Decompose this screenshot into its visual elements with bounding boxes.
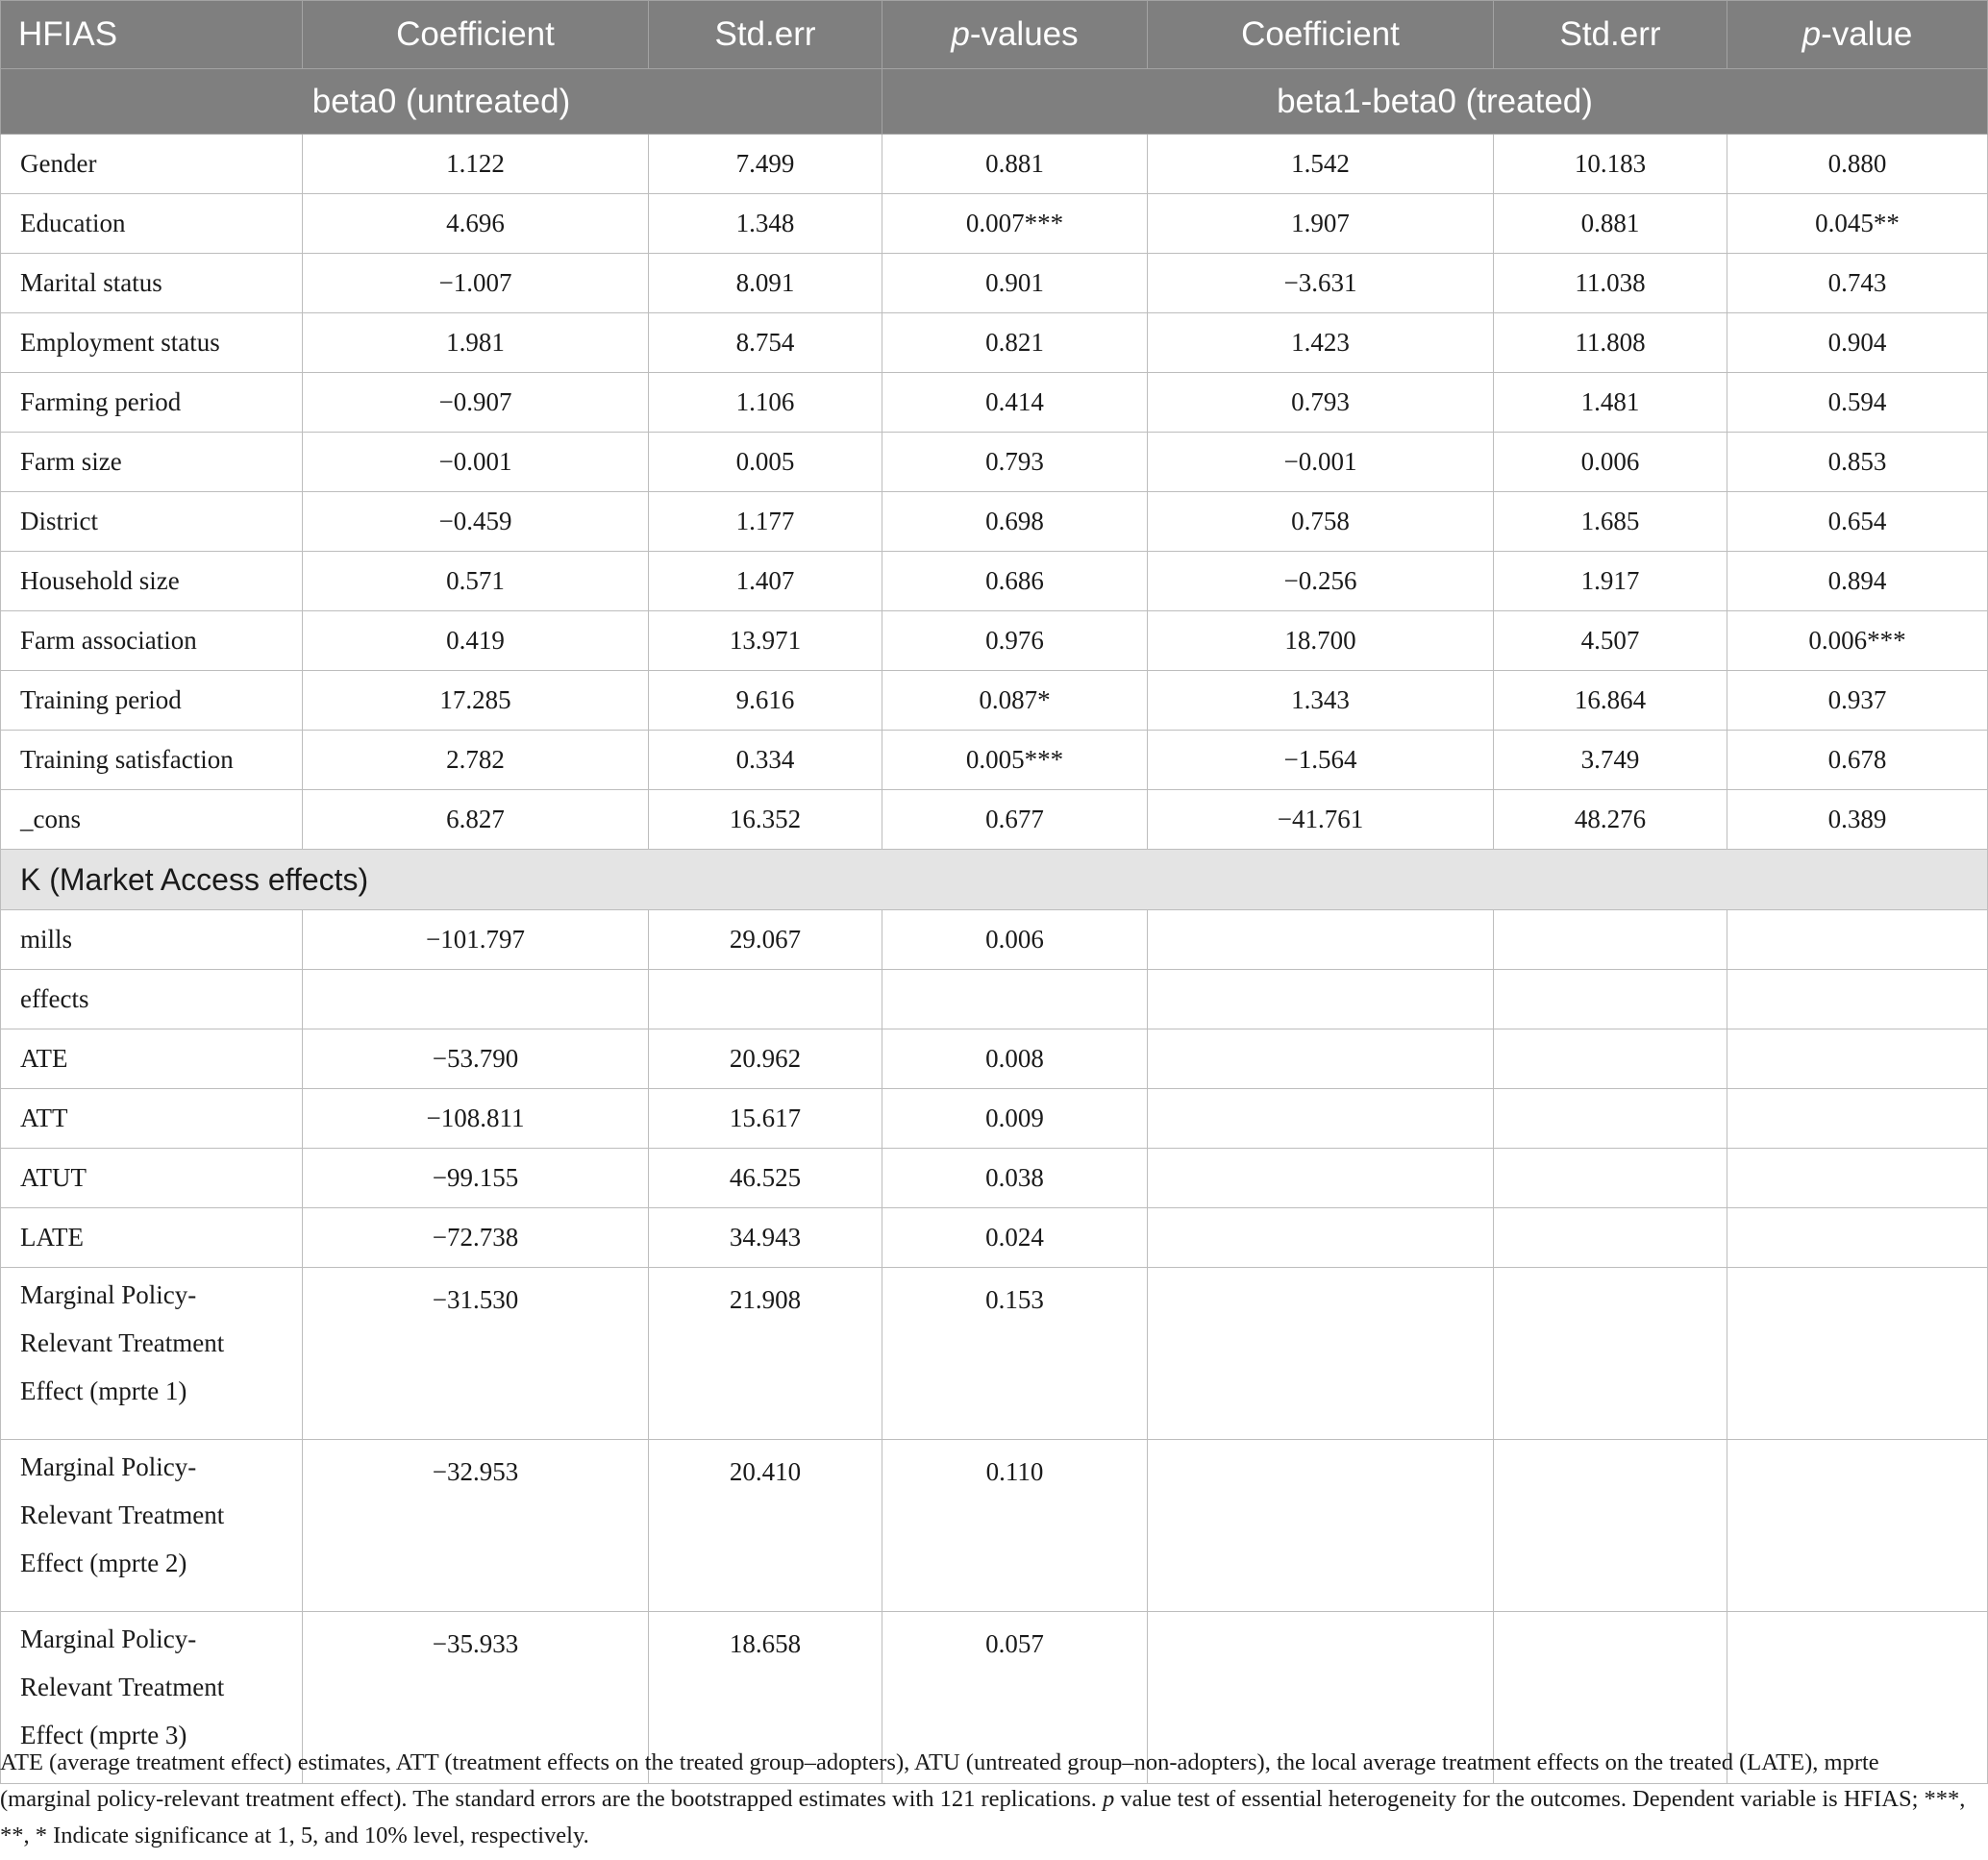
value-cell: 0.007*** <box>882 194 1148 254</box>
row-label-line: Marginal Policy- <box>20 1624 197 1653</box>
value-cell: 0.009 <box>882 1089 1148 1149</box>
value-cell: 0.005 <box>649 433 882 492</box>
table-row <box>1 313 1988 373</box>
value-cell: 46.525 <box>649 1149 882 1208</box>
value-cell: 0.038 <box>882 1149 1148 1208</box>
value-cell <box>1494 1440 1727 1612</box>
table-row <box>1 373 1988 433</box>
row-label-line: Effect (mprte 2) <box>20 1549 187 1577</box>
value-cell: 3.749 <box>1494 731 1727 790</box>
value-cell <box>1148 970 1494 1029</box>
value-cell: −3.631 <box>1148 254 1494 313</box>
value-cell: 0.110 <box>882 1440 1148 1612</box>
footnote-part1: ATE (average treatment effect) estimates, ATT (treatment effects on the treated group–adopters), ATU (untreated group–non-adopters), the local average treatment effects on the treated (LATE), mprte (marginal policy-relevant treatment effect). The standard errors are the bootstrapped estimates with 121 replications. <box>0 1749 1879 1812</box>
value-cell: 0.821 <box>882 313 1148 373</box>
row-label: LATE <box>1 1208 303 1268</box>
footnote-part2: value test of essential heterogeneity for the outcomes. Dependent variable is HFIAS; ***, **, * Indicate significance at 1, 5, and 10% level, respectively. <box>0 1786 1966 1848</box>
table-row <box>1 910 1988 970</box>
table-row <box>1 135 1988 194</box>
value-cell: 48.276 <box>1494 790 1727 850</box>
row-label-line: Relevant Treatment <box>20 1673 225 1701</box>
row-label-line: Relevant Treatment <box>20 1500 225 1529</box>
row-label: Training satisfaction <box>1 731 303 790</box>
value-cell: −32.953 <box>303 1440 649 1612</box>
value-cell <box>1148 910 1494 970</box>
table-row <box>1 433 1988 492</box>
value-cell: 0.006*** <box>1727 611 1988 671</box>
row-label: Household size <box>1 552 303 611</box>
value-cell: 10.183 <box>1494 135 1727 194</box>
table-row <box>1 1149 1988 1208</box>
value-cell: −35.933 <box>303 1612 649 1784</box>
value-cell: 0.793 <box>1148 373 1494 433</box>
table-row <box>1 1208 1988 1268</box>
value-cell <box>1148 1089 1494 1149</box>
value-cell <box>1148 1149 1494 1208</box>
table-row <box>1 1440 1988 1612</box>
value-cell <box>1727 910 1988 970</box>
value-cell: −0.907 <box>303 373 649 433</box>
row-label: mills <box>1 910 303 970</box>
value-cell: 0.389 <box>1727 790 1988 850</box>
value-cell <box>303 970 649 1029</box>
table-row <box>1 1268 1988 1440</box>
value-cell: 0.743 <box>1727 254 1988 313</box>
row-label <box>1 1268 303 1440</box>
table-row <box>1 790 1988 850</box>
row-label: Training period <box>1 671 303 731</box>
value-cell: 0.881 <box>882 135 1148 194</box>
value-cell: 0.057 <box>882 1612 1148 1784</box>
row-label-line: Effect (mprte 1) <box>20 1376 187 1405</box>
table-footnote <box>0 1745 1971 1854</box>
value-cell: 0.571 <box>303 552 649 611</box>
value-cell: 0.419 <box>303 611 649 671</box>
value-cell <box>1148 1268 1494 1440</box>
value-cell: 15.617 <box>649 1089 882 1149</box>
value-cell <box>1494 1149 1727 1208</box>
value-cell: 0.686 <box>882 552 1148 611</box>
value-cell: 1.542 <box>1148 135 1494 194</box>
row-label-line: Marginal Policy- <box>20 1452 197 1481</box>
value-cell: 9.616 <box>649 671 882 731</box>
value-cell: 0.698 <box>882 492 1148 552</box>
value-cell: 16.352 <box>649 790 882 850</box>
value-cell: 2.782 <box>303 731 649 790</box>
value-cell: 0.937 <box>1727 671 1988 731</box>
value-cell <box>1727 1029 1988 1089</box>
value-cell: −41.761 <box>1148 790 1494 850</box>
table-row <box>1 492 1988 552</box>
value-cell: 20.962 <box>649 1029 882 1089</box>
value-cell: 4.507 <box>1494 611 1727 671</box>
value-cell <box>1494 970 1727 1029</box>
header-cell-coefficient-untreated: Coefficient <box>303 1 649 69</box>
row-label-line: Marginal Policy- <box>20 1280 197 1309</box>
value-cell <box>1727 1149 1988 1208</box>
value-cell <box>1727 1208 1988 1268</box>
table-row <box>1 1089 1988 1149</box>
value-cell <box>1494 910 1727 970</box>
table-row <box>1 194 1988 254</box>
table-row <box>1 731 1988 790</box>
value-cell: 1.407 <box>649 552 882 611</box>
value-cell: 1.343 <box>1148 671 1494 731</box>
table-row <box>1 611 1988 671</box>
value-cell: −53.790 <box>303 1029 649 1089</box>
value-cell: 17.285 <box>303 671 649 731</box>
value-cell: −0.001 <box>303 433 649 492</box>
row-label: Farm size <box>1 433 303 492</box>
value-cell: 0.153 <box>882 1268 1148 1440</box>
value-cell: 0.894 <box>1727 552 1988 611</box>
header-p-suffix: -value <box>1821 15 1913 53</box>
value-cell: 0.024 <box>882 1208 1148 1268</box>
row-label: ATT <box>1 1089 303 1149</box>
table-row <box>1 1029 1988 1089</box>
group-header-untreated: beta0 (untreated) <box>1 69 882 135</box>
table-header <box>1 1 1988 135</box>
value-cell: 0.678 <box>1727 731 1988 790</box>
row-label: ATE <box>1 1029 303 1089</box>
value-cell <box>882 970 1148 1029</box>
value-cell: 18.658 <box>649 1612 882 1784</box>
row-label: Farming period <box>1 373 303 433</box>
header-cell-pvalue-treated <box>1727 1 1988 69</box>
value-cell <box>1494 1268 1727 1440</box>
value-cell: 11.808 <box>1494 313 1727 373</box>
value-cell: 1.423 <box>1148 313 1494 373</box>
value-cell: 1.348 <box>649 194 882 254</box>
row-label: Marital status <box>1 254 303 313</box>
value-cell: 0.881 <box>1494 194 1727 254</box>
value-cell: 0.901 <box>882 254 1148 313</box>
value-cell: 1.685 <box>1494 492 1727 552</box>
value-cell: 11.038 <box>1494 254 1727 313</box>
row-label-line: Effect (mprte 3) <box>20 1721 187 1749</box>
value-cell: 6.827 <box>303 790 649 850</box>
value-cell: 1.981 <box>303 313 649 373</box>
value-cell: −101.797 <box>303 910 649 970</box>
value-cell <box>1494 1208 1727 1268</box>
value-cell: 0.005*** <box>882 731 1148 790</box>
value-cell: 0.758 <box>1148 492 1494 552</box>
value-cell: 1.907 <box>1148 194 1494 254</box>
row-label: effects <box>1 970 303 1029</box>
header-cell-variable: HFIAS <box>1 1 303 69</box>
value-cell: 1.481 <box>1494 373 1727 433</box>
value-cell <box>1148 1440 1494 1612</box>
value-cell: 0.006 <box>1494 433 1727 492</box>
value-cell: 34.943 <box>649 1208 882 1268</box>
row-label: District <box>1 492 303 552</box>
value-cell <box>1494 1089 1727 1149</box>
value-cell: −0.256 <box>1148 552 1494 611</box>
value-cell: 0.677 <box>882 790 1148 850</box>
group-header-row <box>1 69 1988 135</box>
table-row <box>1 970 1988 1029</box>
value-cell: 1.122 <box>303 135 649 194</box>
value-cell <box>1494 1029 1727 1089</box>
group-header-treated: beta1-beta0 (treated) <box>882 69 1988 135</box>
header-row <box>1 1 1988 69</box>
row-label: _cons <box>1 790 303 850</box>
table-row <box>1 671 1988 731</box>
value-cell: 0.087* <box>882 671 1148 731</box>
value-cell: 0.045** <box>1727 194 1988 254</box>
row-label: Education <box>1 194 303 254</box>
value-cell: 8.091 <box>649 254 882 313</box>
section-row <box>1 850 1988 910</box>
row-label-line: Relevant Treatment <box>20 1328 225 1357</box>
table-body <box>1 135 1988 1784</box>
header-cell-stderr-treated: Std.err <box>1494 1 1727 69</box>
value-cell: 0.006 <box>882 910 1148 970</box>
value-cell: 8.754 <box>649 313 882 373</box>
row-label: Gender <box>1 135 303 194</box>
value-cell <box>1727 970 1988 1029</box>
value-cell: 1.917 <box>1494 552 1727 611</box>
table-row <box>1 254 1988 313</box>
row-label <box>1 1440 303 1612</box>
value-cell: 18.700 <box>1148 611 1494 671</box>
header-cell-stderr-untreated: Std.err <box>649 1 882 69</box>
value-cell: 0.976 <box>882 611 1148 671</box>
row-label: Farm association <box>1 611 303 671</box>
header-cell-pvalues-untreated <box>882 1 1148 69</box>
value-cell: −0.459 <box>303 492 649 552</box>
value-cell: 13.971 <box>649 611 882 671</box>
row-label: Employment status <box>1 313 303 373</box>
header-p-suffix: -values <box>969 15 1079 53</box>
value-cell: −99.155 <box>303 1149 649 1208</box>
value-cell: −0.001 <box>1148 433 1494 492</box>
value-cell: 16.864 <box>1494 671 1727 731</box>
header-cell-coefficient-treated: Coefficient <box>1148 1 1494 69</box>
value-cell: 0.853 <box>1727 433 1988 492</box>
value-cell <box>1727 1268 1988 1440</box>
section-title: K (Market Access effects) <box>1 850 1988 910</box>
value-cell: −1.007 <box>303 254 649 313</box>
value-cell: −31.530 <box>303 1268 649 1440</box>
value-cell: 7.499 <box>649 135 882 194</box>
value-cell <box>1727 1440 1988 1612</box>
value-cell: 21.908 <box>649 1268 882 1440</box>
value-cell: 4.696 <box>303 194 649 254</box>
value-cell: 0.880 <box>1727 135 1988 194</box>
value-cell: −108.811 <box>303 1089 649 1149</box>
value-cell: 0.334 <box>649 731 882 790</box>
value-cell <box>1148 1208 1494 1268</box>
value-cell: 0.654 <box>1727 492 1988 552</box>
value-cell: 29.067 <box>649 910 882 970</box>
value-cell <box>1727 1089 1988 1149</box>
value-cell: 1.177 <box>649 492 882 552</box>
value-cell: 20.410 <box>649 1440 882 1612</box>
value-cell: 0.793 <box>882 433 1148 492</box>
p-italic: p <box>951 15 970 53</box>
value-cell <box>1148 1029 1494 1089</box>
value-cell: 0.414 <box>882 373 1148 433</box>
p-italic: p <box>1802 15 1822 53</box>
table-row <box>1 552 1988 611</box>
value-cell: 0.594 <box>1727 373 1988 433</box>
footnote-p-italic: p <box>1103 1786 1115 1812</box>
value-cell <box>649 970 882 1029</box>
value-cell: 0.904 <box>1727 313 1988 373</box>
value-cell: −72.738 <box>303 1208 649 1268</box>
value-cell: −1.564 <box>1148 731 1494 790</box>
value-cell: 1.106 <box>649 373 882 433</box>
value-cell: 0.008 <box>882 1029 1148 1089</box>
row-label: ATUT <box>1 1149 303 1208</box>
